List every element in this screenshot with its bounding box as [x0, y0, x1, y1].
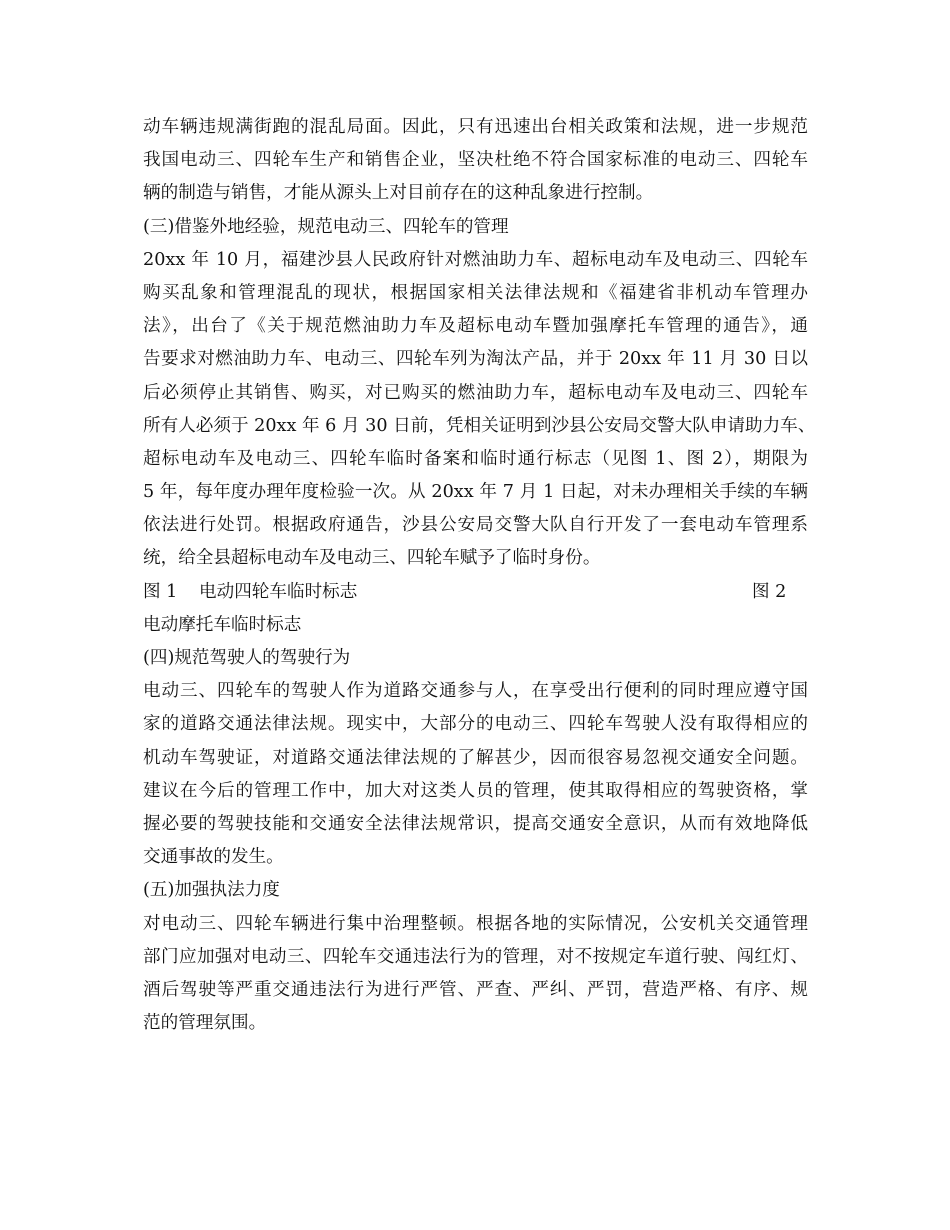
- section-heading: (五)加强执法力度: [143, 880, 280, 901]
- paragraph-line: 对电动三、四轮车辆进行集中治理整顿。根据各地的实际情况，公安机关交通管理: [143, 913, 808, 934]
- paragraph-line: 握必要的驾驶技能和交通安全法律法规常识，提高交通安全意识，从而有效地降低: [143, 813, 808, 834]
- paragraph-line: 后必须停止其销售、购买，对已购买的燃油助力车，超标电动车及电动三、四轮车: [143, 382, 808, 403]
- section-heading: (三)借鉴外地经验，规范电动三、四轮车的管理: [143, 216, 509, 237]
- figure-1-label: 图 1: [143, 581, 178, 602]
- paragraph-line: 20xx 年 10 月，福建沙县人民政府针对燃油助力车、超标电动车及电动三、四轮车: [143, 249, 808, 270]
- paragraph-line: 依法进行处罚。根据政府通告，沙县公安局交警大队自行开发了一套电动车管理系: [143, 515, 808, 536]
- paragraph-line: 购买乱象和管理混乱的现状，根据国家相关法律法规和《福建省非机动车管理办: [143, 282, 808, 303]
- paragraph-line: 机动车驾驶证，对道路交通法律法规的了解甚少，因而很容易忽视交通安全问题。: [143, 747, 808, 768]
- paragraph-line: 所有人必须于 20xx 年 6 月 30 日前，凭相关证明到沙县公安局交警大队申请助力车、: [143, 415, 816, 436]
- paragraph-line: 酒后驾驶等严重交通违法行为进行严管、严查、严纠、严罚，营造严格、有序、规: [143, 979, 808, 1000]
- paragraph-line: 5 年，每年度办理年度检验一次。从 20xx 年 7 月 1 日起，对未办理相关手续的车辆: [143, 482, 808, 503]
- paragraph-line: 范的管理氛围。: [143, 1013, 267, 1034]
- paragraph-line: 部门应加强对电动三、四轮车交通违法行为的管理，对不按规定车道行驶、闯红灯、: [143, 946, 808, 967]
- paragraph-line: 超标电动车及电动三、四轮车临时备案和临时通行标志（见图 1、图 2），期限为: [143, 448, 808, 469]
- figure-caption-row: [143, 576, 808, 609]
- paragraph-line: 交通事故的发生。: [143, 847, 284, 868]
- figure-2-title: 电动摩托车临时标志: [143, 614, 302, 635]
- figure-2-label: 图 2: [752, 581, 787, 602]
- paragraph-line: 我国电动三、四轮车生产和销售企业，坚决杜绝不符合国家标准的电动三、四轮车: [143, 150, 808, 171]
- figure-1-title: 电动四轮车临时标志: [199, 581, 358, 602]
- paragraph-line: 动车辆违规满街跑的混乱局面。因此，只有迅速出台相关政策和法规，进一步规范: [143, 117, 808, 137]
- section-heading: (四)规范驾驶人的驾驶行为: [143, 648, 351, 668]
- paragraph-line: 法》，出台了《关于规范燃油助力车及超标电动车暨加强摩托车管理的通告》，通: [143, 316, 808, 337]
- paragraph-line: 统，给全县超标电动车及电动三、四轮车赋予了临时身份。: [143, 548, 601, 569]
- paragraph-line: 告要求对燃油助力车、电动三、四轮车列为淘汰产品，并于 20xx 年 11 月 30 日以: [143, 349, 808, 370]
- document-page: [143, 111, 816, 1040]
- paragraph-line: 辆的制造与销售，才能从源头上对目前存在的这种乱象进行控制。: [143, 183, 654, 204]
- paragraph-line: 电动三、四轮车的驾驶人作为道路交通参与人，在享受出行便利的同时理应遵守国: [143, 681, 808, 702]
- paragraph-line: 家的道路交通法律法规。现实中，大部分的电动三、四轮车驾驶人没有取得相应的: [143, 714, 808, 735]
- paragraph-line: 建议在今后的管理工作中，加大对这类人员的管理，使其取得相应的驾驶资格，掌: [143, 780, 808, 801]
